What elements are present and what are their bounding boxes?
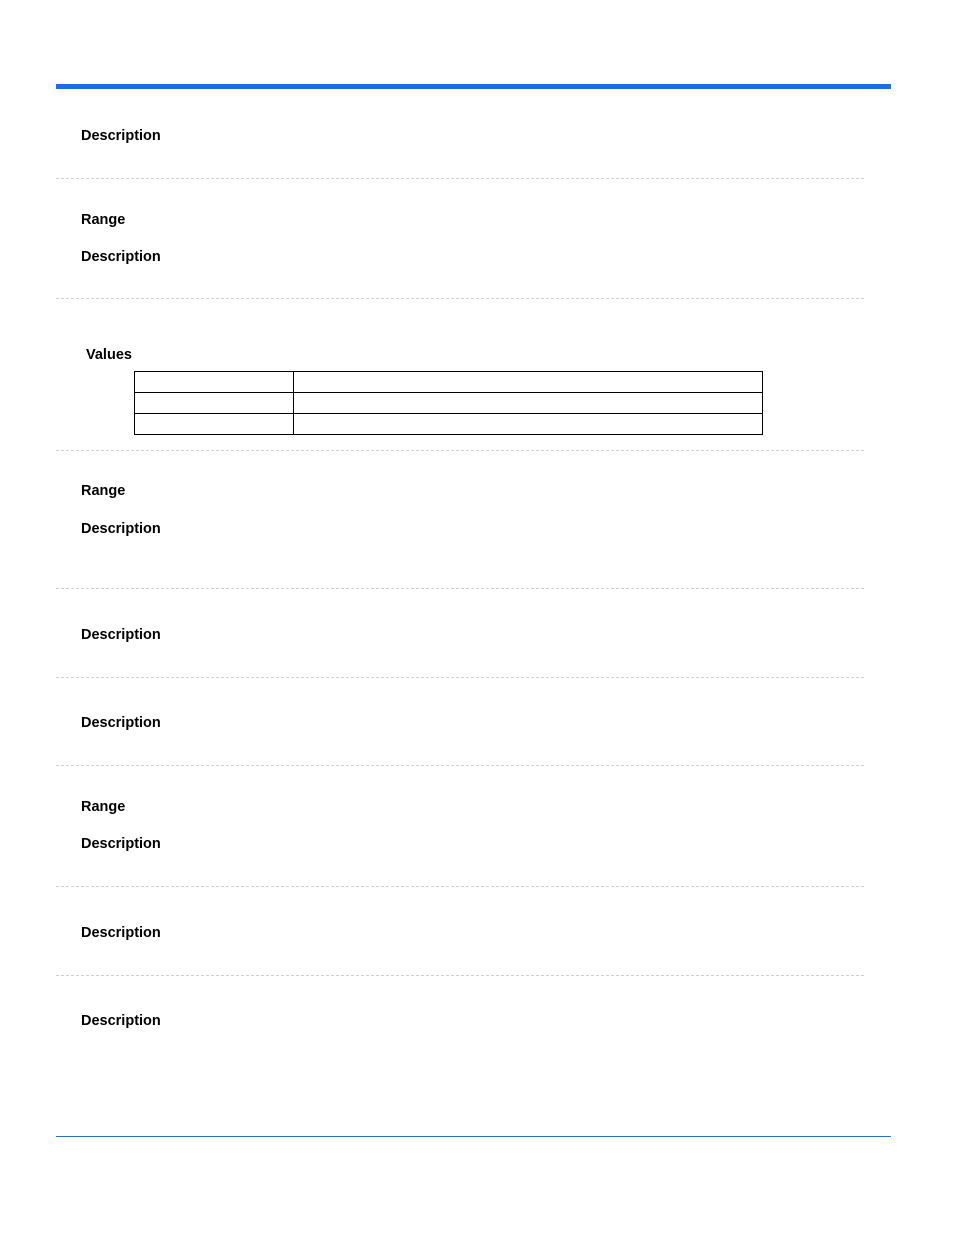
table-row [135, 414, 763, 435]
section-3-values-label: Values [86, 347, 132, 363]
section-7-description-label: Description [81, 836, 161, 852]
table-cell [294, 393, 763, 414]
section-1-description-label: Description [81, 128, 161, 144]
section-separator [56, 178, 864, 179]
table-cell [135, 372, 294, 393]
section-9-description-label: Description [81, 1013, 161, 1029]
footer-rule [56, 1136, 891, 1137]
table-row [135, 393, 763, 414]
section-6-description-label: Description [81, 715, 161, 731]
table-cell [294, 414, 763, 435]
section-2-description-label: Description [81, 249, 161, 265]
section-8-description-label: Description [81, 925, 161, 941]
table-cell [135, 414, 294, 435]
section-2-range-label: Range [81, 212, 126, 228]
section-5-description-label: Description [81, 627, 161, 643]
table-cell [294, 372, 763, 393]
header-bar [56, 84, 891, 89]
section-separator [56, 765, 864, 766]
values-table [134, 371, 763, 435]
section-separator [56, 588, 864, 589]
section-4-range-label: Range [81, 483, 126, 499]
section-4-description-label: Description [81, 521, 161, 537]
table-cell [135, 393, 294, 414]
section-separator [56, 450, 864, 451]
section-separator [56, 298, 864, 299]
section-separator [56, 975, 864, 976]
table-row [135, 372, 763, 393]
section-7-range-label: Range [81, 799, 126, 815]
section-separator [56, 677, 864, 678]
section-separator [56, 886, 864, 887]
